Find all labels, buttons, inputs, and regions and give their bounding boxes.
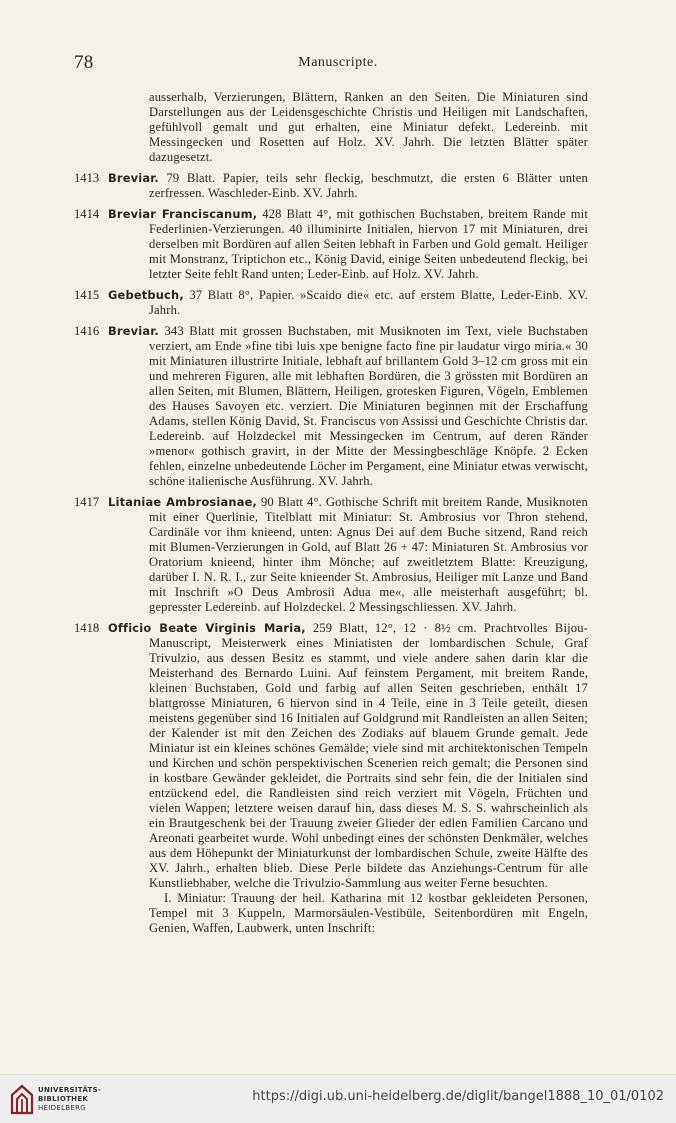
entry-description: 37 Blatt 8°, Papier. »Scaido die« etc. auf erstem Blatte, Leder-Einb. XV. Jahrh. (149, 288, 588, 317)
entry-number: 1414 (74, 207, 100, 221)
entry-title: Gebetbuch, (108, 288, 184, 302)
entry-text (74, 207, 588, 282)
entry-description: 428 Blatt 4°, mit gothischen Buchstaben, breitem Rande mit Federlinien-Verzierungen. 40 illuminirte Initialen, hiervon 17 mit Miniaturen, drei derselben mit Bordüren auf allen Seiten lebhaft in Farben und Gold gemalt. Heiliger mit Monstranz, Triptichon etc., König David, einige Seiten unbedeutend fleckig, bei letzter Seite fehlt Rand unten; Leder-Einb. auf Holz. XV. Jahrh. (149, 207, 588, 281)
entry-description: 259 Blatt, 12°, 12 · 8½ cm. Prachtvolles Bijou-Manuscript, Meisterwerk eines Miniatisten der lombardischen Schule, Graf Trivulzio, aus dessen Besitz es stammt, und viele andere sahen darin klar die Meisterhand des Bernardo Luini. Auf feinstem Pergament, mit breitem Rande, kleinen Buchstaben, Gold und farbig auf allen Seiten geschrieben, enthält 17 blattgrosse Miniaturen, 6 hiervon sind in 4 Teile, eine in 3 Teile geteilt, diesen meistens gegenüber sind 16 Initialen auf Goldgrund mit Randleisten an allen Seiten; der Kalender ist mit den Zeichen des Zodiaks auf blauem Grunde gemalt. Jede Miniatur ist ein kleines schönes Gemälde; viele sind mit architektonischen Tempeln und Kirchen und schön perspektivischen Scenerien reich gemalt; die Personen sind in kostbare Gewänder gekleidet, die Portraits sind sehr fein, die der Initialen sind entzückend edel, die Randleisten sind reich verziert mit Vögeln, Früchten und vielen Wappen; letztere weisen darauf hin, dass dieses M. S. S. wahrscheinlich als ein Brautgeschenk bei der Trauung zweier Glieder der edlen Familien Carcano und Areonati gearbeitet wurde. Wohl unbedingt eines der schönsten Denkmäler, welches aus dem Höhepunkt der Miniaturkunst der lombardischen Schule, zweite Hälfte des XV. Jahrh., erhalten blieb. Diese Perle bildete das Anziehungs-Centrum für alle Kunstliebhaber, welche die Trivulzio-Sammlung aus weiter Ferne besuchten. (149, 621, 588, 890)
catalog-entry-1417 (74, 495, 588, 615)
intro-paragraph: ausserhalb, Verzierungen, Blättern, Ranken an den Seiten. Die Miniaturen sind Darstellungen aus der Leidensgeschichte Christis und Heiligen mit Landschaften, gefühlvoll gemalt und gut erhalten, eine Miniatur defekt. Ledereinb. mit Messingecken und Rosetten auf Holz. XV. Jahrh. Die letzten Blätter später dazugesetzt. (149, 90, 588, 164)
page-number: 78 (74, 52, 94, 73)
entry-title: Officio Beate Virginis Maria, (108, 621, 306, 635)
entry-text (74, 495, 588, 615)
entry-number: 1415 (74, 288, 100, 302)
library-name: UNIVERSITÄTS- BIBLIOTHEK HEIDELBERG (38, 1086, 102, 1112)
entry-title: Litaniae Ambrosianae, (108, 495, 258, 509)
entry-number: 1413 (74, 171, 100, 185)
catalog-entry-1416 (74, 324, 588, 489)
entry-title: Breviar. (108, 171, 159, 185)
entry-number: 1417 (74, 495, 100, 509)
entry-text (74, 171, 588, 201)
source-url-link[interactable]: https://digi.ub.uni-heidelberg.de/diglit/bangel1888_10_01/0102 (252, 1089, 664, 1104)
entry-text (74, 324, 588, 489)
catalog-entry-1415 (74, 288, 588, 318)
entry-title: Breviar Franciscanum, (108, 207, 258, 221)
digitization-footer (0, 1074, 676, 1123)
entry-title: Breviar. (108, 324, 159, 338)
page-header (0, 52, 676, 74)
running-title: Manuscripte. (298, 55, 378, 70)
entry-number: 1418 (74, 621, 100, 635)
page-body (74, 90, 588, 936)
sub-paragraph: I. Miniatur: Trauung der heil. Katharina mit 12 kostbar gekleideten Personen, Tempel mit 3 Kuppeln, Marmorsäulen-Vestibüle, Seitenbordüren mit Engeln, Genien, Waffen, Laubwerk, unten Inschrift: (149, 891, 588, 935)
entry-number: 1416 (74, 324, 100, 338)
entry-text (74, 621, 588, 891)
catalog-entry-1413 (74, 171, 588, 201)
library-logo-icon (8, 1083, 36, 1115)
catalog-entry-1414 (74, 207, 588, 282)
catalog-entry-1418 (74, 621, 588, 936)
entry-description: 343 Blatt mit grossen Buchstaben, mit Musiknoten im Text, viele Buchstaben verziert, am Ende »fine tibi luis xpe benigne facto fine pir laudatur virgo miria.« 30 mit Miniaturen illustrirte Initiale, lebhaft auf brillantem Gold 3–12 cm gross mit ein und mehreren Figuren, alle mit lebhaften Bordüren, die 3 grössten mit Bordüren an allen Seiten, mit Blumen, Blättern, Heiligen, grotesken Figuren, Vögeln, Emblemen des Hauses Savoyen etc. verziert. Die Miniaturen beginnen mit der Erschaffung Adams, stellen König David, St. Franciscus von Assissi und Geschichte Christis dar. Ledereinb. auf Holzdeckel mit Messingecken im Centrum, auf deren Ränder »menor« gothisch gravirt, in der Mitte der Messingbeschläge Knöpfe. 2 Ecken fehlen, einzelne unbedeutende Löcher im Pergament, eine Miniatur etwas verwischt, schöne italienische Ausführung. XV. Jahrh. (149, 324, 588, 488)
entry-text (74, 288, 588, 318)
entry-description: 79 Blatt. Papier, teils sehr fleckig, beschmutzt, die ersten 6 Blätter unten zerfressen. Waschleder-Einb. XV. Jahrh. (149, 171, 588, 200)
entry-description: 90 Blatt 4°. Gothische Schrift mit breitem Rande, Musiknoten mit einer Querlinie, Titelblatt mit Miniatur: St. Ambrosius vor Thron stehend, Cardinäle vor ihm knieend, unten: Agnus Dei auf dem Buche sitzend, Rand reich mit Blumen-Verzierungen in Gold, auf Blatt 26 + 47: Miniaturen St. Ambrosius vor Oratorium knieend, hinter ihm Mönche; auf zweitletztem Blatte: Kreuzigung, darüber I. N. R. I., zur Seite knieender St. Ambrosius, Heiliger mit Lanze und Band mit Inschrift »O Deus Ambrosii Adua me«, alle meisterhaft ausgeführt; bl. gepresster Ledereinb. auf Holzdeckel. 2 Messingschliessen. XV. Jahrh. (149, 495, 588, 614)
